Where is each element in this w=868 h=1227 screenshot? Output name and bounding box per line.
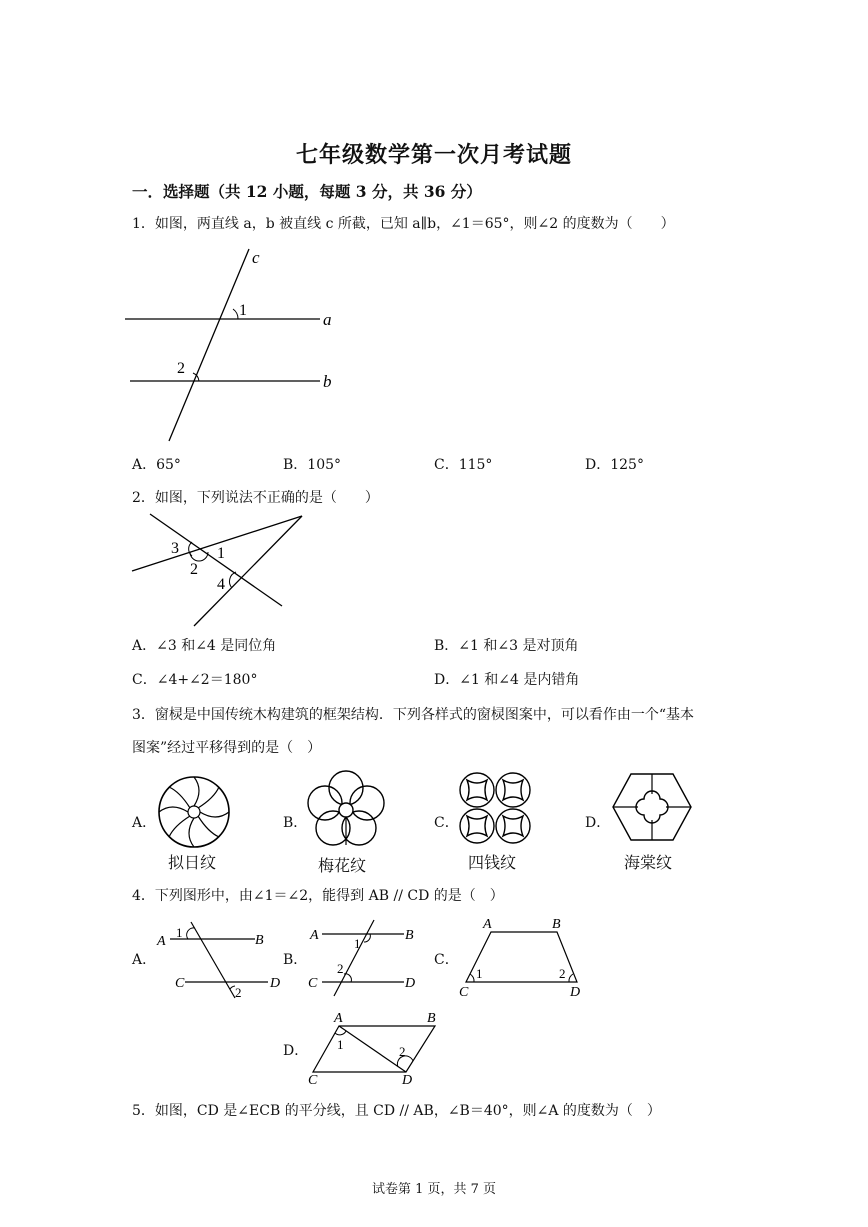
- page-title: 七年级数学第一次月考试题: [295, 142, 572, 168]
- q4a-angle-2: 2: [235, 985, 242, 1000]
- q1-option-a[interactable]: A．65°: [132, 457, 181, 473]
- q4a-angle-1: 1: [176, 925, 183, 940]
- q4-option-c[interactable]: C．: [434, 952, 459, 968]
- caption-sun-pattern: 拟日纹: [168, 853, 217, 872]
- question-5-text: 5．如图，CD 是∠ECB 的平分线，且 CD // AB，∠B＝40°，则∠A 的度数为（ ）: [132, 1103, 661, 1119]
- line-a-label: a: [323, 310, 332, 329]
- q2-option-c[interactable]: C．∠4+∠2＝180°: [132, 672, 258, 688]
- q4a-label-C: C: [175, 976, 185, 991]
- q4a-label-D: D: [270, 976, 281, 991]
- q2-angle-2-label: 2: [190, 561, 198, 578]
- q1-option-c[interactable]: C．115°: [434, 457, 493, 473]
- q4b-angle-1: 1: [354, 936, 361, 951]
- q4d-label-C: C: [308, 1073, 318, 1088]
- sun-pattern-figure: [156, 774, 232, 850]
- q4a-label-B: B: [255, 933, 264, 948]
- q4b-angle-2: 2: [337, 961, 344, 976]
- caption-four-coins-pattern: 四钱纹: [468, 853, 517, 872]
- q4b-label-B: B: [405, 928, 414, 943]
- line-b-label: b: [323, 372, 332, 391]
- q4d-angle-1: 1: [337, 1037, 344, 1052]
- question-3-text-line2: 图案”经过平移得到的是（ ）: [132, 740, 322, 756]
- q2-option-b[interactable]: B．∠1 和∠3 是对顶角: [434, 638, 579, 654]
- q4b-label-C: C: [308, 976, 318, 991]
- q2-option-d[interactable]: D．∠1 和∠4 是内错角: [434, 672, 580, 688]
- angle-1-label: 1: [239, 302, 247, 319]
- q2-angle-3-label: 3: [171, 540, 179, 557]
- page-footer: 试卷第 1 页，共 7 页: [371, 1182, 497, 1197]
- q4c-angle-1: 1: [476, 966, 483, 981]
- q4c-label-A: A: [483, 917, 492, 932]
- q4c-label-C: C: [459, 985, 469, 1000]
- caption-plum-pattern: 梅花纹: [318, 856, 367, 875]
- question-4-text: 4．下列图形中，由∠1＝∠2，能得到 AB // CD 的是（ ）: [132, 888, 504, 904]
- q4a-label-A: A: [157, 934, 166, 949]
- question-1-text: 1．如图，两直线 a，b 被直线 c 所截，已知 a∥b，∠1＝65°，则∠2 的度数为（ ）: [132, 216, 675, 232]
- angle-2-label: 2: [177, 360, 185, 377]
- section-heading: 一．选择题（共 12 小题，每题 3 分，共 36 分）: [132, 182, 482, 201]
- q4d-label-A: A: [334, 1011, 343, 1026]
- q4-figure-c: [456, 916, 586, 1001]
- q2-angle-1-label: 1: [217, 545, 225, 562]
- q4-figure-d: [305, 1008, 450, 1090]
- q4-option-a[interactable]: A．: [132, 952, 157, 968]
- question-2-text: 2．如图，下列说法不正确的是（ ）: [132, 490, 379, 506]
- question-2-figure: [128, 512, 318, 632]
- question-1-figure: [125, 245, 355, 445]
- q4-figure-b: [308, 918, 423, 998]
- q4c-label-D: D: [570, 985, 581, 1000]
- q4-option-d[interactable]: D．: [283, 1043, 309, 1059]
- line-c-label: c: [252, 248, 260, 267]
- q1-option-d[interactable]: D．125°: [585, 457, 644, 473]
- plum-blossom-figure: [306, 770, 386, 850]
- four-coins-figure: [458, 772, 534, 844]
- q4d-angle-2: 2: [399, 1044, 406, 1059]
- q4b-label-D: D: [405, 976, 416, 991]
- q4-option-b[interactable]: B．: [283, 952, 308, 968]
- q4d-label-D: D: [402, 1073, 413, 1088]
- q3-option-b[interactable]: B．: [283, 815, 308, 831]
- q4-figure-a: [155, 918, 290, 1003]
- q4c-angle-2: 2: [559, 966, 566, 981]
- q4c-label-B: B: [552, 917, 561, 932]
- begonia-pattern-figure: [611, 772, 693, 842]
- q2-option-a[interactable]: A．∠3 和∠4 是同位角: [132, 638, 277, 654]
- q2-angle-4-label: 4: [217, 576, 225, 593]
- caption-begonia-pattern: 海棠纹: [624, 853, 673, 872]
- q3-option-a[interactable]: A．: [132, 815, 157, 831]
- q3-option-d[interactable]: D．: [585, 815, 611, 831]
- q1-option-b[interactable]: B．105°: [283, 457, 342, 473]
- q4b-label-A: A: [310, 928, 319, 943]
- q3-option-c[interactable]: C．: [434, 815, 459, 831]
- q4d-label-B: B: [427, 1011, 436, 1026]
- question-3-text-line1: 3．窗棂是中国传统木构建筑的框架结构．下列各样式的窗棂图案中，可以看作由一个“基本: [132, 707, 695, 723]
